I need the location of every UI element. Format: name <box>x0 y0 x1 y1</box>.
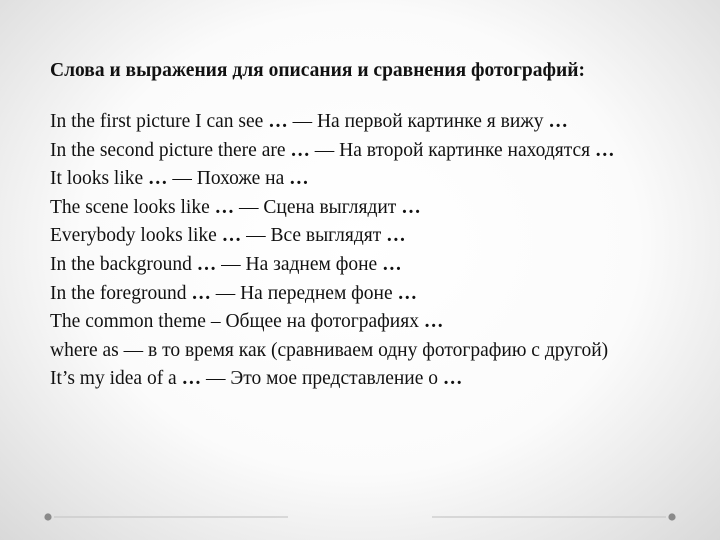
translation-text: — Похоже на <box>167 168 290 190</box>
phrase-text: Everybody looks like <box>50 225 222 247</box>
ellipsis: … <box>386 225 406 247</box>
ellipsis: … <box>401 196 421 218</box>
phrase-line <box>50 165 686 194</box>
phrase-line <box>50 194 686 223</box>
ellipsis: … <box>221 225 242 247</box>
phrase-list <box>50 108 686 394</box>
phrase-text: In the background <box>50 253 197 275</box>
ellipsis: … <box>148 168 168 190</box>
ellipsis: … <box>268 111 288 132</box>
phrase-line <box>50 251 686 280</box>
phrase-line <box>50 365 686 394</box>
ellipsis: … <box>423 311 444 333</box>
translation-text: — На заднем фоне <box>216 253 383 275</box>
ellipsis: … <box>397 282 418 304</box>
ellipsis: … <box>548 111 568 132</box>
slide-title: Слова и выражения для описания и сравнения фотографий: <box>50 60 585 81</box>
phrase-line <box>50 137 686 166</box>
phrase-text: The common theme – Общее на фотографиях <box>50 311 424 333</box>
phrase-text: In the foreground <box>50 282 192 304</box>
ellipsis: … <box>214 196 235 218</box>
ellipsis: … <box>442 368 463 390</box>
translation-text: — Это мое представление о <box>201 368 443 390</box>
decorative-divider-right <box>432 510 682 524</box>
phrase-line <box>50 308 686 337</box>
phrase-text: In the second picture there are <box>50 139 291 161</box>
phrase-line <box>50 108 686 137</box>
ellipsis: … <box>594 139 615 161</box>
slide-content <box>50 56 686 394</box>
phrase-text: It looks like <box>50 168 149 190</box>
translation-text: — На второй картинке находятся <box>309 139 595 161</box>
translation-text: — На первой картинке я вижу <box>287 111 549 132</box>
translation-text: — На переднем фоне <box>210 282 398 304</box>
phrase-line <box>50 280 686 309</box>
translation-text: — Сцена выглядит <box>234 196 402 218</box>
ellipsis: … <box>290 139 310 161</box>
decorative-divider-left <box>38 510 288 524</box>
ellipsis: … <box>196 253 217 275</box>
translation-text: — Все выглядят <box>241 225 387 247</box>
phrase-text: It’s my idea of a <box>50 368 182 390</box>
phrase-text: In the first picture I can see <box>50 111 269 132</box>
phrase-line <box>50 337 686 366</box>
phrase-text: where as — в то время как (сравниваем одну фотографию с другой) <box>50 339 609 361</box>
ellipsis: … <box>191 282 211 304</box>
ellipsis: … <box>181 368 202 390</box>
ellipsis: … <box>289 168 309 190</box>
phrase-line <box>50 222 686 251</box>
ellipsis: … <box>382 253 402 275</box>
phrase-text: The scene looks like <box>50 196 215 218</box>
